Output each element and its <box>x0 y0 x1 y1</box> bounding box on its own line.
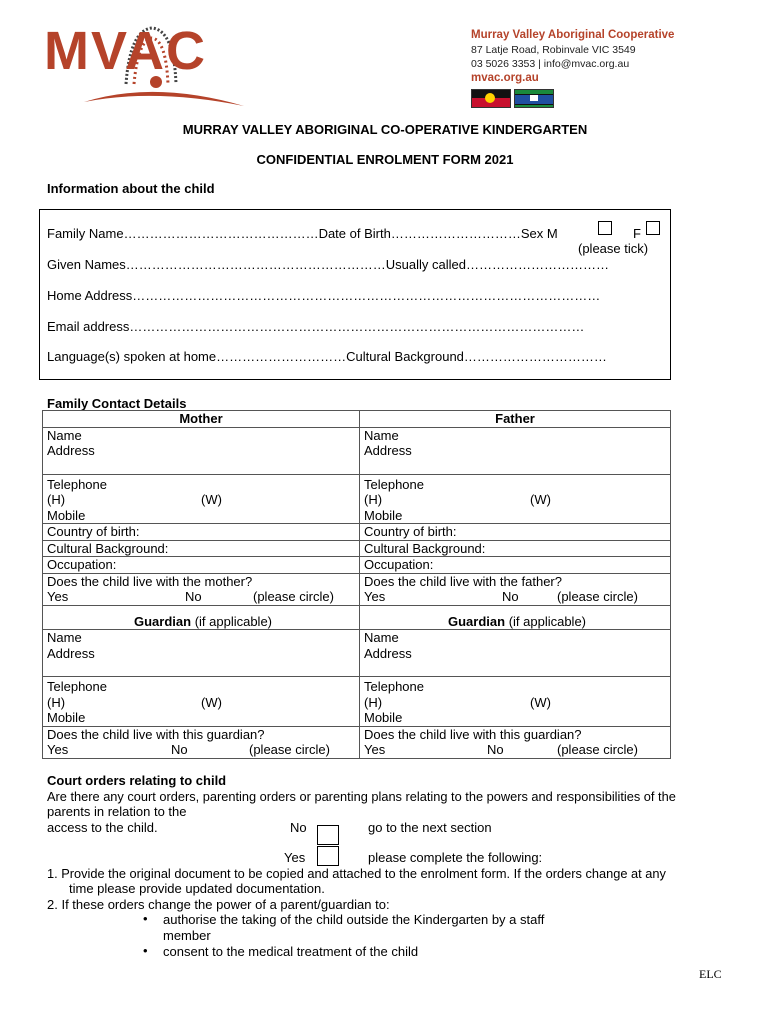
mother-header <box>43 411 360 428</box>
father-header <box>360 411 671 428</box>
guardian2-work-phone-label: (W) <box>530 694 551 710</box>
court-bullet1-line1: authorise the taking of the child outside the Kindergarten by a staff <box>163 912 545 927</box>
guardian1-label: Guardian <box>133 613 192 629</box>
father-country-cell[interactable] <box>360 524 671 541</box>
given-names-field[interactable]: Given Names……………………………………………………Usually called…………………………… <box>47 257 609 272</box>
guardian1-no-option[interactable]: No <box>171 742 188 757</box>
court-item2: 2. If these orders change the power of a parent/guardian to: <box>47 897 390 912</box>
guardian2-no-option[interactable]: No <box>487 742 504 757</box>
father-mobile-label: Mobile <box>364 507 403 523</box>
family-name-field[interactable]: Family Name………………………………………Date of Birth…………………………Sex M <box>47 226 558 241</box>
mother-country-cell[interactable] <box>43 524 360 541</box>
father-telephone-label: Telephone <box>364 476 424 492</box>
torres-strait-flag-icon <box>514 89 554 108</box>
mother-address-label: Address <box>47 443 95 458</box>
mother-work-phone-label: (W) <box>201 492 222 507</box>
form-subtitle: CONFIDENTIAL ENROLMENT FORM 2021 <box>256 152 514 167</box>
guardian1-lives-cell[interactable] <box>43 726 360 758</box>
sex-f-label: F <box>633 226 641 241</box>
mother-cultural-label: Cultural Background: <box>47 540 169 556</box>
father-cultural-label: Cultural Background: <box>364 540 486 556</box>
guardian1-name-address-cell[interactable] <box>43 630 360 677</box>
guardian2-label: Guardian <box>447 613 506 629</box>
mother-country-label: Country of birth: <box>47 524 140 539</box>
footer-code: ELC <box>699 967 722 981</box>
sex-m-checkbox[interactable] <box>598 221 612 235</box>
father-header-label: Father <box>495 411 535 426</box>
mother-occupation-label: Occupation: <box>47 557 117 572</box>
court-question-line2: parents in relation to the <box>47 804 187 819</box>
mother-telephone-label: Telephone <box>47 476 107 492</box>
guardian1-telephone-label: Telephone <box>47 679 107 694</box>
father-occupation-cell[interactable] <box>360 557 671 574</box>
father-name-address-cell[interactable] <box>360 427 671 474</box>
aboriginal-flag-icon <box>471 89 511 108</box>
guardian2-name-label: Name <box>364 630 399 645</box>
father-yes-option[interactable]: Yes <box>364 589 386 604</box>
sex-f-checkbox[interactable] <box>646 221 660 235</box>
mother-name-address-cell[interactable] <box>43 427 360 474</box>
logo-text: MVAC <box>44 21 207 81</box>
language-field[interactable]: Language(s) spoken at home…………………………Cultural Background…………………………… <box>47 349 607 364</box>
father-name-label: Name <box>364 427 399 443</box>
father-occupation-label: Occupation: <box>364 557 434 572</box>
mother-lives-question: Does the child live with the mother? <box>47 573 253 589</box>
father-lives-cell[interactable] <box>360 573 671 605</box>
father-country-label: Country of birth: <box>364 524 457 539</box>
mother-occupation-cell[interactable] <box>43 557 360 574</box>
court-no-checkbox[interactable] <box>317 825 339 845</box>
father-please-circle: (please circle) <box>557 589 638 604</box>
home-address-field[interactable]: Home Address……………………………………………………………………………………………… <box>47 288 601 303</box>
family-contact-heading: Family Contact Details <box>47 396 187 411</box>
court-question-line3: access to the child. <box>47 820 158 835</box>
court-item1-line2: time please provide updated documentation. <box>69 881 325 896</box>
father-no-option[interactable]: No <box>502 589 519 604</box>
guardian2-name-address-cell[interactable] <box>360 630 671 677</box>
guardian1-yes-option[interactable]: Yes <box>47 742 69 757</box>
child-section-heading: Information about the child <box>47 181 215 196</box>
guardian2-telephone-label: Telephone <box>364 679 424 694</box>
org-address: 87 Latje Road, Robinvale VIC 3549 <box>471 44 636 56</box>
father-address-label: Address <box>364 443 412 458</box>
please-tick-note: (please tick) <box>578 241 649 256</box>
father-cultural-cell[interactable] <box>360 540 671 557</box>
guardian2-please-circle: (please circle) <box>557 742 638 757</box>
mother-cultural-cell[interactable] <box>43 540 360 557</box>
mother-yes-option[interactable]: Yes <box>47 589 69 604</box>
guardian1-please-circle: (please circle) <box>249 742 330 757</box>
court-bullet1-line2: member <box>163 928 211 943</box>
mother-header-label: Mother <box>179 411 223 426</box>
mother-home-phone-label: (H) <box>47 492 66 507</box>
guardian1-name-label: Name <box>47 630 82 645</box>
guardian1-if-applicable: (if applicable) <box>194 613 273 629</box>
father-lives-question: Does the child live with the father? <box>364 573 562 589</box>
father-telephone-cell[interactable] <box>360 474 671 524</box>
bullet-icon: • <box>143 911 148 926</box>
bullet-icon: • <box>143 943 148 958</box>
mother-name-label: Name <box>47 427 82 443</box>
guardian2-if-applicable: (if applicable) <box>508 613 587 629</box>
form-title: MURRAY VALLEY ABORIGINAL CO-OPERATIVE KINDERGARTEN <box>182 122 588 137</box>
mother-lives-cell[interactable] <box>43 573 360 605</box>
guardian1-home-phone-label: (H) <box>47 694 66 710</box>
court-bullet2: consent to the medical treatment of the child <box>163 944 419 959</box>
guardian2-lives-cell[interactable] <box>360 726 671 758</box>
org-name: Murray Valley Aboriginal Cooperative <box>471 29 675 41</box>
org-website: mvac.org.au <box>471 72 539 84</box>
court-item1-line1: 1. Provide the original document to be copied and attached to the enrolment form. If the orders change at any <box>47 866 666 881</box>
guardian2-lives-question: Does the child live with this guardian? <box>364 726 582 742</box>
mother-telephone-cell[interactable] <box>43 474 360 524</box>
guardian2-address-label: Address <box>364 645 412 661</box>
email-field[interactable]: Email address…………………………………………………………………………………………… <box>47 319 585 334</box>
guardian1-telephone-cell[interactable] <box>43 677 360 727</box>
contact-table <box>42 410 671 759</box>
guardian2-telephone-cell[interactable] <box>360 677 671 727</box>
guardian2-header <box>360 605 671 630</box>
guardian2-home-phone-label: (H) <box>364 694 383 710</box>
guardian1-work-phone-label: (W) <box>201 694 222 710</box>
guardian2-yes-option[interactable]: Yes <box>364 742 386 757</box>
guardian1-header <box>43 605 360 630</box>
court-yes-checkbox[interactable] <box>317 846 339 866</box>
guardian1-address-label: Address <box>47 645 95 661</box>
court-question-line1: Are there any court orders, parenting orders or parenting plans relating to the powers and responsibilities of the <box>47 789 676 804</box>
guardian1-mobile-label: Mobile <box>47 710 86 725</box>
court-yes-label: Yes <box>284 850 306 865</box>
court-yes-action: please complete the following: <box>368 850 543 865</box>
mother-please-circle: (please circle) <box>253 589 334 604</box>
father-home-phone-label: (H) <box>364 492 383 507</box>
court-no-action: go to the next section <box>368 820 492 835</box>
father-work-phone-label: (W) <box>530 492 551 507</box>
court-orders-heading: Court orders relating to child <box>47 773 227 788</box>
mother-no-option[interactable]: No <box>185 589 202 604</box>
mother-mobile-label: Mobile <box>47 507 86 523</box>
guardian2-mobile-label: Mobile <box>364 710 403 725</box>
guardian1-lives-question: Does the child live with this guardian? <box>47 726 265 742</box>
court-no-label: No <box>290 820 307 835</box>
org-contact: 03 5026 3353 | info@mvac.org.au <box>471 58 630 70</box>
